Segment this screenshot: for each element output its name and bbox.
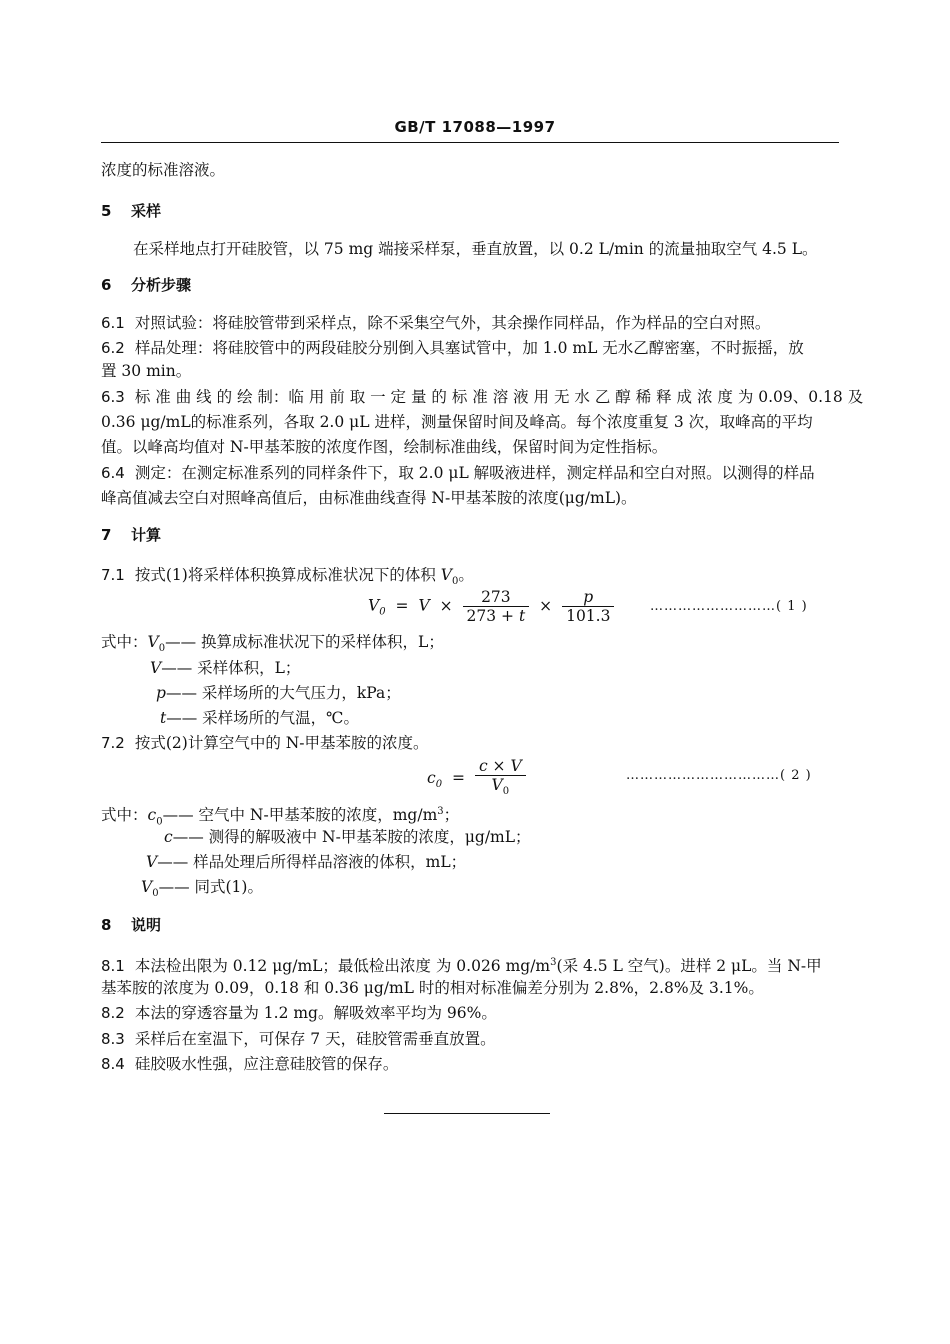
where-item bbox=[164, 827, 531, 847]
where-item bbox=[160, 708, 359, 728]
where-text: —— 测得的解吸液中 N-甲基苯胺的浓度，μg/mL； bbox=[172, 828, 531, 846]
numerator bbox=[475, 757, 526, 776]
clause-number: 6.2 bbox=[101, 339, 125, 357]
clause-text: (采 4.5 L 空气)。进样 2 μL。当 N-甲 bbox=[556, 957, 822, 976]
times-sign: × bbox=[439, 596, 453, 615]
clause-text: 采样后在室温下，可保存 7 天，硅胶管需垂直放置。 bbox=[134, 1030, 496, 1048]
variable: V bbox=[491, 776, 503, 794]
subscript: 0 bbox=[502, 786, 510, 798]
equation-1-leader bbox=[650, 599, 808, 614]
variable: V bbox=[141, 878, 153, 896]
eq-variable: V bbox=[418, 596, 430, 615]
equation-number: ( 1 ) bbox=[776, 599, 808, 614]
where-text: —— 换算成标准状况下的采样体积，L； bbox=[165, 633, 444, 651]
where-text: —— 采样场所的大气压力，kPa； bbox=[165, 684, 401, 702]
times-sign: × bbox=[539, 596, 553, 615]
variable: p bbox=[156, 684, 166, 702]
text-line: 基苯胺的浓度为 0.09，0.18 和 0.36 μg/mL 时的相对标准偏差分别为 2.8%，2.8%及 3.1%。 bbox=[101, 979, 764, 997]
fraction bbox=[463, 588, 530, 625]
subscript: 0 bbox=[451, 576, 459, 588]
clause-7-2 bbox=[101, 733, 429, 753]
clause-number: 6.3 bbox=[101, 388, 125, 406]
equation-2 bbox=[427, 757, 526, 801]
clause-text: 硅胶吸水性强，应注意硅胶管的保存。 bbox=[134, 1055, 399, 1073]
clause-number: 7.2 bbox=[101, 734, 125, 752]
variable: c bbox=[147, 806, 157, 825]
subscript: 0 bbox=[158, 643, 166, 655]
numerator bbox=[562, 588, 614, 607]
header-rule bbox=[101, 142, 839, 143]
section-title: 说明 bbox=[131, 916, 162, 934]
variable: t bbox=[518, 607, 526, 625]
denominator-text: 273 + bbox=[466, 607, 519, 625]
eq-lhs: c bbox=[427, 769, 436, 788]
clause-number: 7.1 bbox=[101, 566, 125, 584]
variable: V bbox=[150, 659, 162, 677]
eq-lhs: V bbox=[368, 596, 380, 615]
clause-text: 测定：在测定标准系列的同样条件下，取 2.0 μL 解吸液进样，测定样品和空白对照。以测得的样品 bbox=[134, 464, 815, 482]
fraction bbox=[562, 588, 614, 625]
clause-8-1 bbox=[101, 953, 822, 976]
equation-number: ( 2 ) bbox=[780, 768, 812, 783]
where-text: —— 样品处理后所得样品溶液的体积，mL； bbox=[157, 853, 467, 871]
section-heading-6 bbox=[101, 275, 191, 295]
clause-text: 本法检出限为 0.12 μg/mL；最低检出浓度 为 0.026 mg/m bbox=[134, 957, 551, 976]
clause-8-2 bbox=[101, 1003, 497, 1023]
numerator: 273 bbox=[463, 588, 530, 607]
variable: V bbox=[146, 853, 158, 871]
clause-6-4 bbox=[101, 463, 815, 483]
section-heading-8 bbox=[101, 915, 161, 935]
subscript: 0 bbox=[435, 779, 443, 791]
where-item bbox=[156, 683, 401, 703]
clause-text: 样品处理：将硅胶管中的两段硅胶分别倒入具塞试管中，加 1.0 mL 无水乙醇密塞，不时振摇，放 bbox=[134, 339, 804, 357]
denominator bbox=[463, 607, 530, 625]
equation-1 bbox=[368, 588, 614, 625]
text-line: 浓度的标准溶液。 bbox=[101, 161, 226, 179]
section-title: 分析步骤 bbox=[131, 276, 192, 294]
clause-text: 对照试验：将硅胶管带到采样点，除不采集空气外，其余操作同样品，作为样品的空白对照。 bbox=[134, 314, 771, 332]
section-number: 5 bbox=[101, 202, 112, 220]
section-number: 7 bbox=[101, 526, 112, 544]
section-number: 8 bbox=[101, 916, 112, 934]
document-code: GB/T 17088—1997 bbox=[394, 118, 556, 136]
clause-number: 8.2 bbox=[101, 1004, 125, 1022]
section-number: 6 bbox=[101, 276, 112, 294]
variable: c bbox=[164, 828, 173, 846]
clause-number: 8.1 bbox=[101, 957, 125, 976]
where-item bbox=[141, 877, 263, 904]
equation-2-leader bbox=[626, 768, 812, 783]
clause-8-4 bbox=[101, 1054, 398, 1074]
clause-number: 8.4 bbox=[101, 1055, 125, 1073]
where-item bbox=[150, 658, 300, 678]
clause-8-3 bbox=[101, 1029, 496, 1049]
clause-6-1 bbox=[101, 313, 770, 333]
section-title: 采样 bbox=[131, 202, 162, 220]
clause-6-2 bbox=[101, 338, 804, 358]
clause-text: 按式(2)计算空气中的 N-甲基苯胺的浓度。 bbox=[134, 734, 429, 752]
where-text: —— 同式(1)。 bbox=[158, 878, 263, 896]
superscript: 3 bbox=[437, 806, 444, 817]
clause-text: 本法的穿透容量为 1.2 mg。解吸效率平均为 96%。 bbox=[134, 1004, 497, 1022]
numerator-text: c × V bbox=[478, 757, 522, 775]
text-line: 置 30 min。 bbox=[101, 362, 192, 380]
subscript: 0 bbox=[152, 888, 159, 900]
where-text: ； bbox=[443, 806, 460, 825]
clause-number: 6.1 bbox=[101, 314, 125, 332]
section-title: 计算 bbox=[131, 526, 162, 544]
equals-sign: = bbox=[452, 769, 465, 788]
denominator: 101.3 bbox=[566, 607, 611, 625]
end-rule bbox=[384, 1113, 550, 1114]
clause-text: 。 bbox=[458, 566, 474, 584]
clause-text: 按式(1)将采样体积换算成标准状况下的体积 bbox=[134, 566, 441, 584]
where-item bbox=[101, 632, 444, 659]
leader-dots: ……………………… bbox=[650, 599, 776, 614]
text-line: 值。以峰高均值对 N-甲基苯胺的浓度作图，绘制标准曲线，保留时间为定性指标。 bbox=[101, 438, 668, 456]
text-line: 在采样地点打开硅胶管，以 75 mg 端接采样泵，垂直放置，以 0.2 L/min 的流量抽取空气 4.5 L。 bbox=[133, 240, 818, 258]
text-line: 峰高值减去空白对照峰高值后，由标准曲线查得 N-甲基苯胺的浓度(μg/mL)。 bbox=[101, 489, 637, 507]
variable: V bbox=[440, 566, 452, 584]
where-text: —— 空气中 N-甲基苯胺的浓度，mg/m bbox=[162, 806, 438, 825]
subscript: 0 bbox=[379, 606, 386, 618]
variable: t bbox=[160, 709, 167, 727]
where-text: —— 采样体积，L； bbox=[161, 659, 301, 677]
variable: V bbox=[147, 633, 159, 651]
clause-number: 6.4 bbox=[101, 464, 125, 482]
clause-text: 标 准 曲 线 的 绘 制：临 用 前 取 一 定 量 的 标 准 溶 液 用 无 水 乙 醇 稀 释 成 浓 度 为 0.09、0.18 及 bbox=[134, 388, 864, 406]
section-heading-5 bbox=[101, 201, 161, 221]
where-label: 式中： bbox=[101, 806, 148, 825]
clause-number: 8.3 bbox=[101, 1030, 125, 1048]
section-heading-7 bbox=[101, 525, 161, 545]
subscript: 0 bbox=[156, 816, 163, 828]
superscript: 3 bbox=[550, 957, 557, 968]
where-text: —— 采样场所的气温，℃。 bbox=[166, 709, 360, 727]
denominator bbox=[475, 776, 526, 801]
where-label: 式中： bbox=[101, 633, 148, 651]
text-line: 0.36 μg/mL的标准系列，各取 2.0 μL 进样，测量保留时间及峰高。每个浓度重复 3 次，取峰高的平均 bbox=[101, 413, 813, 431]
variable: p bbox=[583, 588, 594, 606]
leader-dots: …………………………… bbox=[626, 768, 780, 783]
equals-sign: = bbox=[395, 596, 409, 615]
fraction bbox=[475, 757, 526, 801]
clause-6-3 bbox=[101, 387, 863, 407]
where-item bbox=[146, 852, 466, 872]
